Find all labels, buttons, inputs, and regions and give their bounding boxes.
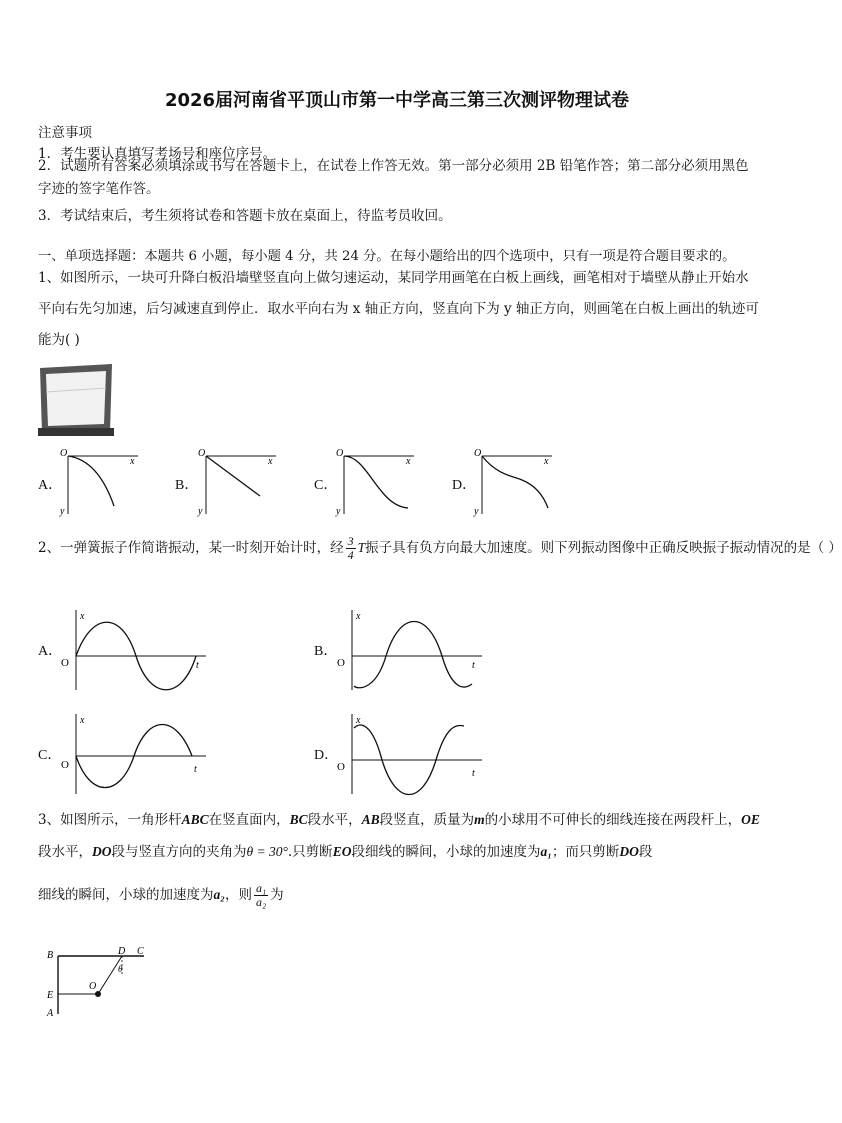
- y-axis-label: y: [60, 506, 65, 517]
- q2-option-d-label: D．: [314, 748, 339, 763]
- question-2-line-1: 2、一弹簧振子作简谐振动，某一时刻开始计时，经 $\frac{3}{4}$ T振子具有负方向最大加速度。则下列振动图像中正确反映振子振动情况的是（ ）: [38, 534, 842, 562]
- q2-option-b-label: B．: [314, 644, 338, 659]
- svg-text:E: E: [47, 990, 54, 1001]
- q2-text-before: 2、一弹簧振子作简谐振动，某一时刻开始计时，经: [38, 540, 344, 556]
- q2-text-after: 振子具有负方向最大加速度。则下列振动图像中正确反映振子振动情况的是（ ）: [365, 540, 842, 556]
- q1-option-a-label: A．: [38, 478, 63, 493]
- trajectory-curve: [344, 456, 408, 508]
- t-axis-label: t: [196, 660, 199, 671]
- trajectory-curve: [482, 456, 548, 508]
- whiteboard-tray: [38, 428, 114, 436]
- origin-label: O: [61, 759, 69, 771]
- notice-item-3: 3．考试结束后，考生须将试卷和答题卡放在桌面上，待监考员收回。: [38, 208, 452, 224]
- cosine-curve: [354, 622, 472, 688]
- angle-rod-figure: [44, 944, 154, 1020]
- question-1-text: 1、如图所示，一块可升降白板沿墙壁竖直向上做匀速运动，某同学用画笔在白板上画线，画笔相对于墙壁从静止开始水平向右先匀加速，后匀减速直到停止．取水平向右为 x 轴正方向，竖直向下为 y 轴正方向，则画笔在白板上画出的轨迹可能为( ): [38, 270, 759, 348]
- y-axis-label: y: [198, 506, 203, 517]
- notice-item-1: 1．考生要认真填写考场号和座位序号。: [38, 146, 277, 162]
- origin-label: O: [337, 657, 345, 669]
- whiteboard-surface: [46, 371, 106, 426]
- svg-text:C: C: [137, 946, 144, 957]
- t-axis-label: t: [472, 660, 475, 671]
- q2-graph-b: [334, 606, 494, 692]
- notice-item-2: 2．试题所有答案必须填涂或书写在答题卡上，在试卷上作答无效。第一部分必须用 2B 铅笔作答；第二部分必须用黑色字迹的签字笔作答。: [38, 158, 749, 197]
- q1-graph-d: [472, 446, 558, 516]
- q1-option-d-label: D．: [452, 478, 477, 493]
- q3-fraction: $\frac{\text{a₁}}{\text{a₂}}$: [255, 881, 267, 909]
- q2-graph-c: [58, 710, 218, 796]
- x-axis-label: x: [268, 456, 273, 467]
- x-axis-label: x: [80, 611, 85, 622]
- x-axis-label: x: [356, 715, 361, 726]
- y-axis-label: y: [336, 506, 341, 517]
- origin-label: O: [336, 448, 344, 459]
- q2-option-a-label: A．: [38, 644, 63, 659]
- x-axis-label: x: [130, 456, 135, 467]
- svg-text:B: B: [47, 950, 54, 961]
- origin-label: O: [61, 657, 69, 669]
- trajectory-line: [206, 456, 260, 496]
- trajectory-curve: [68, 456, 114, 506]
- origin-label: O: [198, 448, 206, 459]
- q1-graph-b: [196, 446, 282, 516]
- svg-text:A: A: [47, 1008, 54, 1019]
- question-3-line-3: 细线的瞬间，小球的加速度为a₂，则 $\frac{\text{a₁}}{\text{a₂}}$ 为: [38, 881, 284, 909]
- q2-option-c-label: C．: [38, 748, 62, 763]
- x-axis-label: x: [406, 456, 411, 467]
- x-axis-label: x: [80, 715, 85, 726]
- origin-label: O: [337, 761, 345, 773]
- svg-text:θ: θ: [118, 964, 123, 974]
- question-3-text: 3、如图所示，一角形杆ABC在竖直面内，BC段水平，AB段竖直，质量为m的小球用不可伸长的细线连接在两段杆上，OE段水平，DO段与竖直方向的夹角为θ = 30°.只剪断EO段细线的瞬间，小球的加速度为a₁；而只剪断DO段: [38, 812, 760, 860]
- origin-label: O: [474, 448, 482, 459]
- q1-graph-c: [334, 446, 420, 516]
- origin-label: O: [60, 448, 68, 459]
- q2-graph-a: [58, 606, 218, 692]
- q1-option-b-label: B．: [175, 478, 199, 493]
- q2-graph-d: [334, 710, 494, 796]
- q1-graph-a: [58, 446, 144, 516]
- notice-heading: 注意事项: [38, 125, 92, 141]
- t-axis-label: t: [472, 768, 475, 779]
- y-axis-label: y: [474, 506, 479, 517]
- string-do: [98, 956, 122, 994]
- t-axis-label: t: [194, 764, 197, 775]
- section1-heading: 一、单项选择题：本题共 6 小题，每小题 4 分，共 24 分。在每小题给出的四个选项中，只有一项是符合题目要求的。: [38, 249, 736, 264]
- x-axis-label: x: [544, 456, 549, 467]
- page-title: 2026届河南省平顶山市第一中学高三第三次测评物理试卷: [164, 90, 630, 111]
- q1-option-c-label: C．: [314, 478, 338, 493]
- whiteboard-figure: [38, 362, 114, 436]
- svg-text:O: O: [89, 981, 97, 992]
- x-axis-label: x: [356, 611, 361, 622]
- q2-fraction: $\frac{3}{4}$: [347, 534, 354, 562]
- svg-text:D: D: [118, 946, 126, 957]
